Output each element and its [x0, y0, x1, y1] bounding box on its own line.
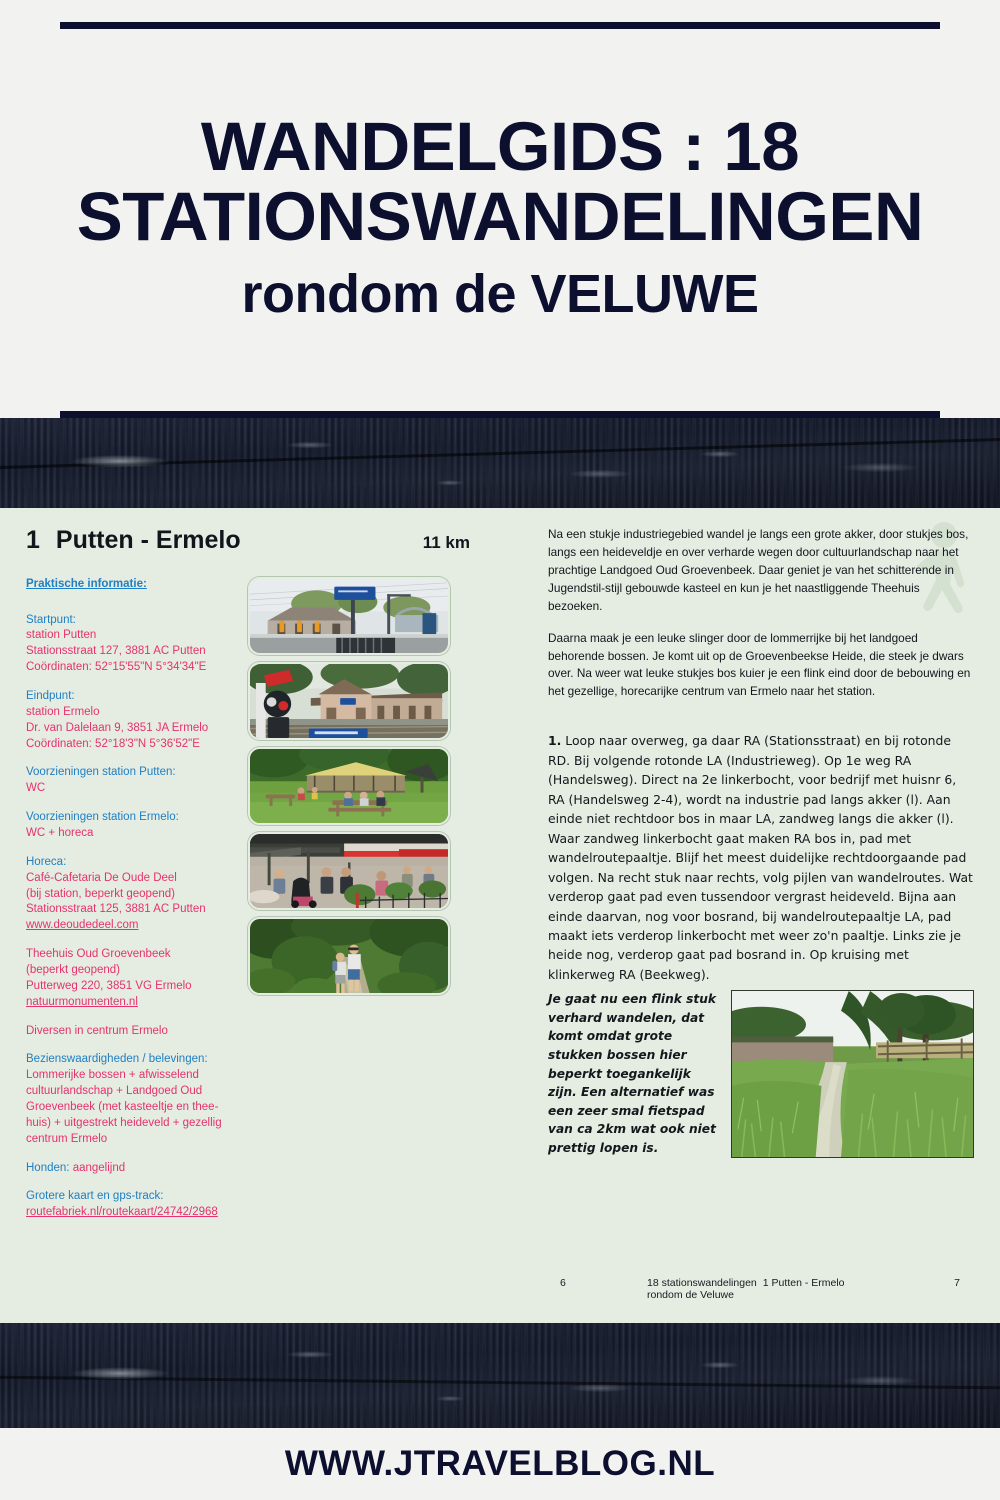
- practical-info-value: Diversen in centrum Ermelo: [26, 1024, 168, 1037]
- practical-info-value: station Ermelo: [26, 705, 100, 718]
- practical-info-link[interactable]: natuurmonumenten.nl: [26, 995, 138, 1008]
- right-page: [534, 526, 986, 1323]
- footer-book-title: 18 stationswandelingen rondom de Veluwe: [647, 1277, 757, 1301]
- practical-info-value: Coördinaten: 52°18'3"N 5°36'52"E: [26, 737, 200, 750]
- route-number: 1: [26, 526, 40, 554]
- practical-info-block: [26, 613, 240, 676]
- practical-info-label: Startpunt:: [26, 613, 76, 626]
- practical-info-label: Bezienswaardigheden / belevingen:: [26, 1053, 208, 1066]
- practical-info-value: cultuurlandschap + Landgoed Oud: [26, 1085, 203, 1098]
- photo-theehuis-oud-groevenbeek: [248, 747, 450, 825]
- photo-zandpad-akker: [731, 990, 974, 1158]
- pin-title-line-3: rondom de VELUWE: [241, 263, 759, 324]
- practical-info-label: Grotere kaart en gps-track:: [26, 1190, 164, 1203]
- practical-info-block: [26, 810, 240, 842]
- practical-info-label: Honden: aangelijnd: [26, 1161, 126, 1174]
- photo-centrum-ermelo-terras: [248, 832, 450, 910]
- route-title: Putten - Ermelo: [55, 526, 241, 554]
- practical-info-value: (beperkt geopend): [26, 963, 120, 976]
- note-row: [548, 990, 974, 1158]
- footer-route-title: 1 Putten - Ermelo: [762, 1277, 845, 1289]
- practical-info-block: [26, 1161, 240, 1177]
- practical-info-value: Putterweg 220, 3851 VG Ermelo: [26, 979, 192, 992]
- practical-info-value: Coördinaten: 52°15'55"N 5°34'34"E: [26, 661, 207, 674]
- practical-info-value: WC + horeca: [26, 826, 94, 839]
- pin-header: [0, 0, 1000, 418]
- route-step-marker: 1.: [548, 733, 562, 749]
- wood-texture-band-top: [0, 418, 1000, 508]
- practical-info-link[interactable]: www.deoudedeel.com: [26, 919, 139, 932]
- practical-info-value: Dr. van Dalelaan 9, 3851 JA Ermelo: [26, 721, 209, 734]
- route-distance: 11 km: [422, 533, 470, 552]
- route-step-description: [548, 731, 974, 984]
- pin-title-line-2: STATIONSWANDELINGEN: [76, 178, 924, 256]
- book-spread: [0, 508, 1000, 1323]
- left-page: [14, 526, 534, 1323]
- practical-info-value: station Putten: [26, 629, 97, 642]
- photo-station-ermelo-gebouw: [248, 662, 450, 740]
- practical-info-blocks: [26, 613, 240, 1222]
- practical-info-value: Lommerijke bossen + afwisselend: [26, 1069, 199, 1082]
- pin-title-block: [60, 35, 940, 405]
- practical-info-label: Voorzieningen station Putten:: [26, 766, 176, 779]
- practical-info-value: Theehuis Oud Groevenbeek: [26, 948, 171, 961]
- route-step-text: Loop naar overweg, ga daar RA (Stationsstraat) en bij rotonde RD. Bij volgende rotonde LA (Industrieweg). Op 1e weg RA (Handelsweg). Direct na 2e linkerbocht, voor bedrijf met huisnr 6, RA (Handelsweg 2-4), wordt na industrie pad langs akker (l). Aan einde niet rechtdoor bos in maar LA, zandweg langs die akker (l). Waar zandweg linkerbocht gaat maken RA bos in, pad met wandelroutepaaltje. Blijf het meest duidelijke rechtdoorgaande pad volgen. Na recht stuk naar rechts, volg pijlen van wandelroutes. Wat verderop gaat pad even tussendoor vergrast heideveld. Bijna aan einde daarvan, nog voor bosrand, bij wandelroutepaaltje LA, pad maakt iets verderop linkerbocht met weer zo'n paaltje. Links zie je heide nog, verderop gaat pad bosrand in. Op kruising met klinkerweg RA (Beekweg).: [548, 733, 973, 982]
- practical-info-block: [26, 947, 240, 1010]
- intro-paragraph-1: Na een stukje industriegebied wandel je langs een grote akker, door stukjes bos, langs een heideveldje en over verharde wegen door cultuurlandschap naar het prachtige Landgoed Oud Groevenbeek. Daar geniet je van het schitterende in Jugendstil-stijl gebouwde kasteel en kun je het naastliggende Theehuis bezoeken.: [548, 527, 969, 613]
- practical-info-label: Horeca:: [26, 855, 67, 868]
- practical-info-value: Stationsstraat 125, 3881 AC Putten: [26, 903, 206, 916]
- route-heading: [26, 526, 530, 555]
- practical-info-value: huis) + uitgestrekt heideveld + gezellig: [26, 1116, 222, 1129]
- wood-texture-band-bottom: [0, 1323, 1000, 1428]
- practical-info-value: centrum Ermelo: [26, 1132, 108, 1145]
- photo-column: [248, 577, 458, 1221]
- spread-footer: [534, 1277, 986, 1301]
- note-text: Je gaat nu een flink stuk verhard wandelen, dat komt omdat grote stukken bossen hier beperkt toegankelijk zijn. Een alternatief was een zeer smal fietspad van ca 2km wat ook niet prettig lopen is.: [548, 992, 716, 1155]
- practical-info-block: [26, 855, 240, 934]
- blog-url: WWW.JTRAVELBLOG.NL: [284, 1444, 716, 1483]
- practical-info-block: [26, 1052, 240, 1147]
- practical-info-column: [26, 577, 248, 1221]
- practical-info-block: [26, 1024, 240, 1040]
- practical-info-value: Café-Cafetaria De Oude Deel: [26, 871, 177, 884]
- practical-info-block: [26, 765, 240, 797]
- practical-info-value: WC: [26, 782, 46, 795]
- practical-info-value: aangelijnd: [72, 1161, 126, 1174]
- practical-info-label: Voorzieningen station Ermelo:: [26, 811, 179, 824]
- footer-page-right: 7: [954, 1277, 960, 1289]
- intro-paragraph-2: Daarna maak je een leuke slinger door de lommerrijke bij het landgoed behorende bossen. Je komt uit op de Groevenbeekse Heide, die steek je dwars over. Na weer wat leuke stukjes bos kuier je een flink eind door de bebouwing en het gezellige, horecarijke centrum van Ermelo naar het station.: [548, 630, 971, 699]
- footer-page-left: 6: [560, 1277, 566, 1289]
- practical-info-value: Stationsstraat 127, 3881 AC Putten: [26, 645, 206, 658]
- practical-info-block: [26, 689, 240, 752]
- pin-title-line-1: WANDELGIDS : 18: [200, 108, 800, 186]
- practical-info-link[interactable]: routefabriek.nl/routekaart/24742/2968: [26, 1206, 218, 1219]
- practical-info-heading: Praktische informatie:: [26, 578, 147, 590]
- practical-info-label: Eindpunt:: [26, 689, 75, 702]
- header-rule-top: [60, 22, 940, 29]
- practical-info-block: [26, 1189, 240, 1221]
- practical-info-value: Groevenbeek (met kasteeltje en thee-: [26, 1101, 219, 1113]
- photo-wandelaars-bospad: [248, 917, 450, 995]
- photo-station-putten-platform: [248, 577, 450, 655]
- header-rule-bottom: [60, 411, 940, 418]
- practical-info-value: (bij station, beperkt geopend): [26, 887, 175, 900]
- url-band: [0, 1428, 1000, 1500]
